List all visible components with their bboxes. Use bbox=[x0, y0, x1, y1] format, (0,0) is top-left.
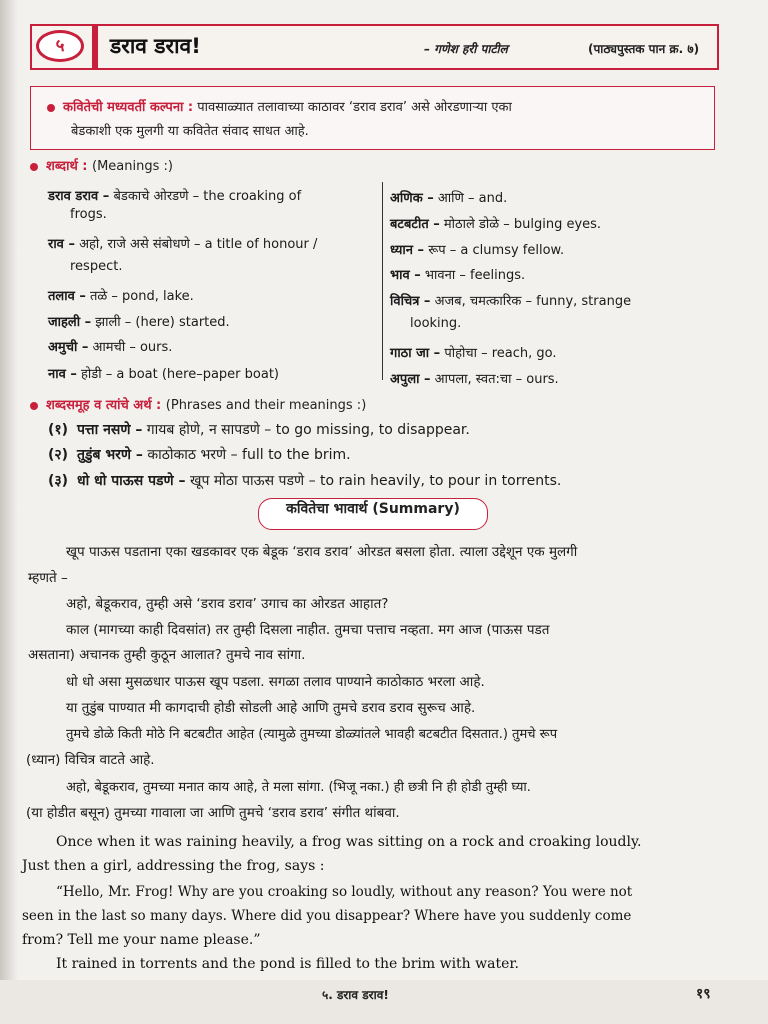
column-divider bbox=[382, 182, 383, 380]
summary-line: धो धो असा मुसळधार पाऊस खूप पडला. सगळा तलाव पाण्याने काठोकाठ भरला आहे. bbox=[66, 674, 485, 690]
book-reference: (पाठ्यपुस्तक पान क्र. ७) bbox=[588, 42, 700, 56]
chapter-number: ५ bbox=[36, 30, 84, 62]
bullet-icon bbox=[47, 104, 55, 112]
summary-line: अहो, बेडूकराव, तुमच्या मनात काय आहे, ते मला सांगा. (भिजू नका.) ही छत्री नि ही होडी तुम्ही घ्या. bbox=[66, 780, 531, 795]
summary-line: तुमचे डोळे किती मोठे नि बटबटीत आहेत (त्यामुळे तुमच्या डोळ्यांतले भावही बटबटीत दिसतात.) तुमचे रूप bbox=[66, 727, 558, 742]
summary-line: (या होडीत बसून) तुमच्या गावाला जा आणि तुमचे ‘डराव डराव’ संगीत थांबवा. bbox=[26, 805, 400, 821]
chapter-header bbox=[30, 24, 719, 70]
meaning-item: अमुची – आमची – ours. bbox=[48, 340, 173, 355]
phrase-item: (२) तुडुंब भरणे – काठोकाठ भरणे – full to the brim. bbox=[48, 447, 351, 463]
english-summary-line: from? Tell me your name please.” bbox=[22, 932, 261, 948]
summary-line: असताना) अचानक तुम्ही कुठून आलात? तुमचे नाव सांगा. bbox=[28, 647, 306, 663]
meaning-item: तलाव – तळे – pond, lake. bbox=[48, 289, 194, 304]
summary-line: (ध्यान) विचित्र वाटते आहे. bbox=[26, 752, 155, 768]
meaning-item: अपुला – आपला, स्वत:चा – ours. bbox=[390, 372, 559, 387]
phrase-item: (१) पत्ता नसणे – गायब होणे, न सापडणे – to go missing, to disappear. bbox=[48, 422, 470, 438]
meaning-item: ध्यान – रूप – a clumsy fellow. bbox=[390, 243, 565, 258]
summary-line: काल (मागच्या काही दिवसांत) तर तुम्ही दिसला नाहीत. तुमचा पत्ताच नव्हता. मग आज (पाऊस पडत bbox=[66, 622, 550, 638]
bullet-icon bbox=[30, 402, 38, 410]
meaning-item: राव – अहो, राजे असे संबोधणे – a title of honour / bbox=[48, 237, 318, 252]
meaning-item: भाव – भावना – feelings. bbox=[390, 268, 526, 283]
author-name: – गणेश हरी पाटील bbox=[424, 42, 508, 56]
english-summary-line: It rained in torrents and the pond is filled to the brim with water. bbox=[56, 956, 519, 972]
english-summary-line: “Hello, Mr. Frog! Why are you croaking so loudly, without any reason? You were not bbox=[56, 884, 633, 900]
footer-title: ५. डराव डराव! bbox=[322, 988, 389, 1002]
meaning-item-cont: respect. bbox=[70, 259, 123, 274]
summary-line: अहो, बेडूकराव, तुम्ही असे ‘डराव डराव’ उगाच का ओरडत आहात? bbox=[66, 596, 389, 612]
meaning-item-cont: frogs. bbox=[70, 207, 107, 222]
summary-line: खूप पाऊस पडताना एका खडकावर एक बेडूक ‘डराव डराव’ ओरडत बसला होता. त्याला उद्देशून एक मुलगी bbox=[66, 544, 578, 560]
summary-line: या तुडुंब पाण्यात मी कागदाची होडी सोडली आहे आणि तुमचे डराव डराव सुरूच आहे. bbox=[66, 700, 476, 716]
meaning-item: विचित्र – अजब, चमत्कारिक – funny, strange bbox=[390, 294, 632, 309]
phrase-item: (३) धो धो पाऊस पडणे – खूप मोठा पाऊस पडणे – to rain heavily, to pour in torrents. bbox=[48, 473, 562, 489]
page-number: १९ bbox=[696, 986, 711, 1002]
central-idea-line1: पावसाळ्यात तलावाच्या काठावर ‘डराव डराव’ असे ओरडणाऱ्या एका bbox=[197, 100, 512, 115]
header-divider bbox=[92, 26, 98, 68]
meaning-item: बटबटीत – मोठाले डोळे – bulging eyes. bbox=[390, 217, 602, 232]
meanings-heading: शब्दार्थ : (Meanings :) bbox=[30, 156, 173, 174]
central-idea-label: कवितेची मध्यवर्ती कल्पना : bbox=[63, 100, 194, 115]
meaning-item-cont: looking. bbox=[410, 316, 462, 331]
phrases-heading: शब्दसमूह व त्यांचे अर्थ : (Phrases and their meanings :) bbox=[30, 395, 366, 413]
central-idea-box bbox=[30, 86, 715, 150]
english-summary-line: Once when it was raining heavily, a frog was sitting on a rock and croaking loudly. bbox=[56, 834, 642, 850]
central-idea-line2: बेडकाशी एक मुलगी या कवितेत संवाद साधत आहे. bbox=[71, 124, 309, 139]
english-summary-line: seen in the last so many days. Where did you disappear? Where have you suddenly come bbox=[22, 908, 632, 924]
bullet-icon bbox=[30, 163, 38, 171]
meaning-item: जाहली – झाली – (here) started. bbox=[48, 315, 230, 330]
chapter-title: डराव डराव! bbox=[110, 34, 201, 58]
summary-heading: कवितेचा भावार्थ (Summary) bbox=[258, 498, 488, 530]
meaning-item: डराव डराव – बेडकाचे ओरडणे – the croaking of bbox=[48, 189, 302, 204]
meaning-item: गाठा जा – पोहोचा – reach, go. bbox=[390, 346, 557, 361]
english-summary-line: Just then a girl, addressing the frog, says : bbox=[22, 858, 325, 874]
meaning-item: नाव – होडी – a boat (here–paper boat) bbox=[48, 367, 279, 382]
summary-line: म्हणते – bbox=[28, 570, 68, 586]
meaning-item: अणिक – आणि – and. bbox=[390, 191, 508, 206]
